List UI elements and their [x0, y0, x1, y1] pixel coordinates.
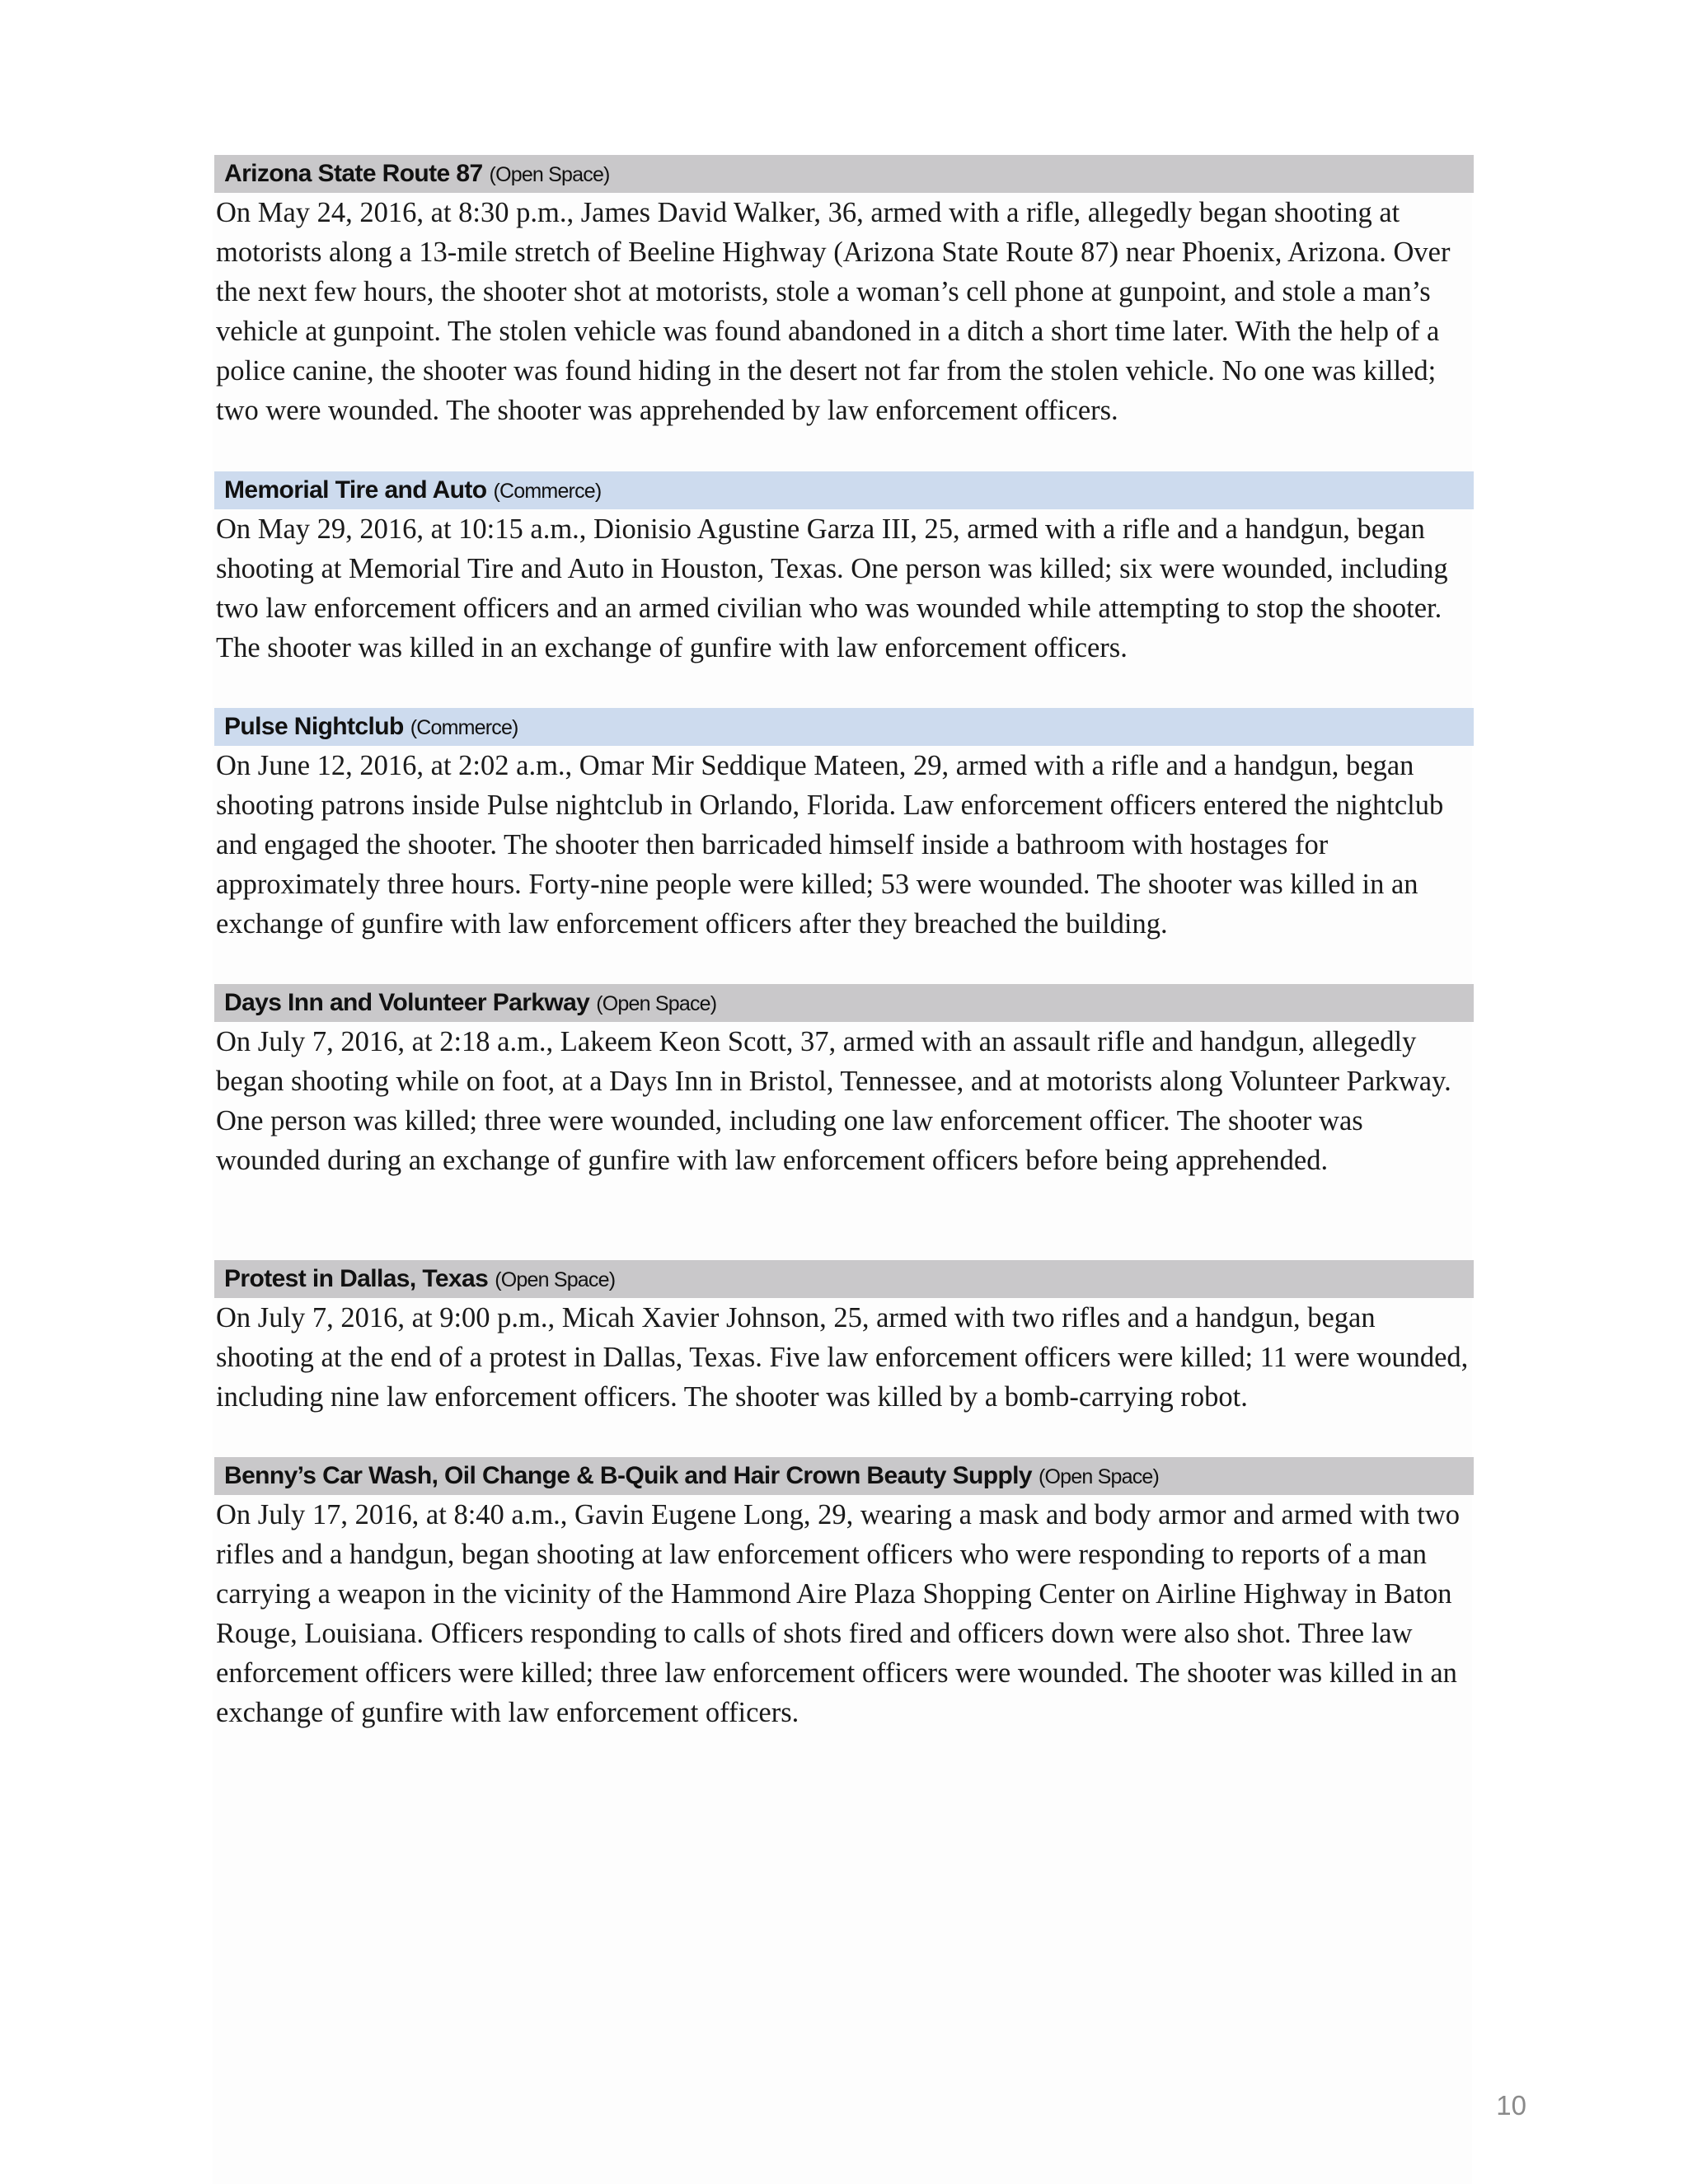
incident-bennys-car-wash: [214, 1457, 1474, 1732]
incident-name: Benny’s Car Wash, Oil Change & B-Quik and Hair Crown Beauty Supply: [224, 1462, 1033, 1489]
incident-header: [214, 1457, 1474, 1495]
incident-description: On July 7, 2016, at 2:18 a.m., Lakeem Keon Scott, 37, armed with an assault rifle and handgun, allegedly began shooting while on foot, at a Days Inn in Bristol, Tennessee, and at motorists along Volunteer Parkway. One person was killed; three were wounded, including one law enforcement officer. The shooter was wounded during an exchange of gunfire with law enforcement officers before being apprehended.: [216, 1026, 1451, 1176]
incident-description: On May 29, 2016, at 10:15 a.m., Dionisio Agustine Garza III, 25, armed with a rifle and a handgun, began shooting at Memorial Tire and Auto in Houston, Texas. One person was killed; six were wounded, including two law enforcement officers and an armed civilian who was wounded while attempting to stop the shooter. The shooter was killed in an exchange of gunfire with law enforcement officers.: [216, 513, 1448, 663]
incident-memorial-tire-and-auto: [214, 471, 1474, 668]
incident-name: Arizona State Route 87: [224, 160, 483, 187]
incident-category: (Open Space): [1039, 1465, 1160, 1488]
incident-name: Pulse Nightclub: [224, 713, 404, 740]
incident-category: (Open Space): [489, 163, 610, 186]
incident-protest-in-dallas: [214, 1260, 1474, 1417]
incident-category: (Commerce): [493, 480, 602, 503]
incident-header: [214, 984, 1474, 1022]
incident-header: [214, 471, 1474, 509]
incident-name: Protest in Dallas, Texas: [224, 1265, 489, 1292]
incident-description: On June 12, 2016, at 2:02 a.m., Omar Mir Seddique Mateen, 29, armed with a rifle and a handgun, began shooting patrons inside Pulse nightclub in Orlando, Florida. Law enforcement officers entered the nightclub and engaged the shooter. The shooter then barricaded himself inside a bathroom with hostages for approximately three hours. Forty-nine people were killed; 53 were wounded. The shooter was killed in an exchange of gunfire with law enforcement officers after they breached the building.: [216, 750, 1444, 940]
incident-pulse-nightclub: [214, 708, 1474, 944]
incident-days-inn-and-volunteer-parkway: [214, 984, 1474, 1180]
incident-description: On July 17, 2016, at 8:40 a.m., Gavin Eugene Long, 29, wearing a mask and body armor and armed with two rifles and a handgun, began shooting at law enforcement officers who were responding to reports of a man carrying a weapon in the vicinity of the Hammond Aire Plaza Shopping Center on Airline Highway in Baton Rouge, Louisiana. Officers responding to calls of shots fired and officers down were also shot. Three law enforcement officers were killed; three law enforcement officers were wounded. The shooter was killed in an exchange of gunfire with law enforcement officers.: [216, 1499, 1461, 1728]
incident-category: (Open Space): [495, 1268, 616, 1291]
incident-category: (Open Space): [596, 992, 717, 1015]
incident-description: On May 24, 2016, at 8:30 p.m., James David Walker, 36, armed with a rifle, allegedly began shooting at motorists along a 13-mile stretch of Beeline Highway (Arizona State Route 87) near Phoenix, Arizona. Over the next few hours, the shooter shot at motorists, stole a woman’s cell phone at gunpoint, and stole a man’s vehicle at gunpoint. The stolen vehicle was found abandoned in a ditch a short time later. With the help of a police canine, the shooter was found hiding in the desert not far from the stolen vehicle. No one was killed; two were wounded. The shooter was apprehended by law enforcement officers.: [216, 197, 1451, 426]
page-number: 10: [1496, 2090, 1526, 2121]
incident-name: Days Inn and Volunteer Parkway: [224, 989, 590, 1016]
incident-header: [214, 708, 1474, 746]
incident-category: (Commerce): [410, 716, 518, 739]
incident-header: [214, 1260, 1474, 1298]
incident-description: On July 7, 2016, at 9:00 p.m., Micah Xavier Johnson, 25, armed with two rifles and a handgun, began shooting at the end of a protest in Dallas, Texas. Five law enforcement officers were killed; 11 were wounded, including nine law enforcement officers. The shooter was killed by a bomb-carrying robot.: [216, 1302, 1469, 1413]
incident-header: [214, 155, 1474, 193]
incident-name: Memorial Tire and Auto: [224, 476, 487, 504]
incident-arizona-state-route-87: [214, 155, 1474, 430]
